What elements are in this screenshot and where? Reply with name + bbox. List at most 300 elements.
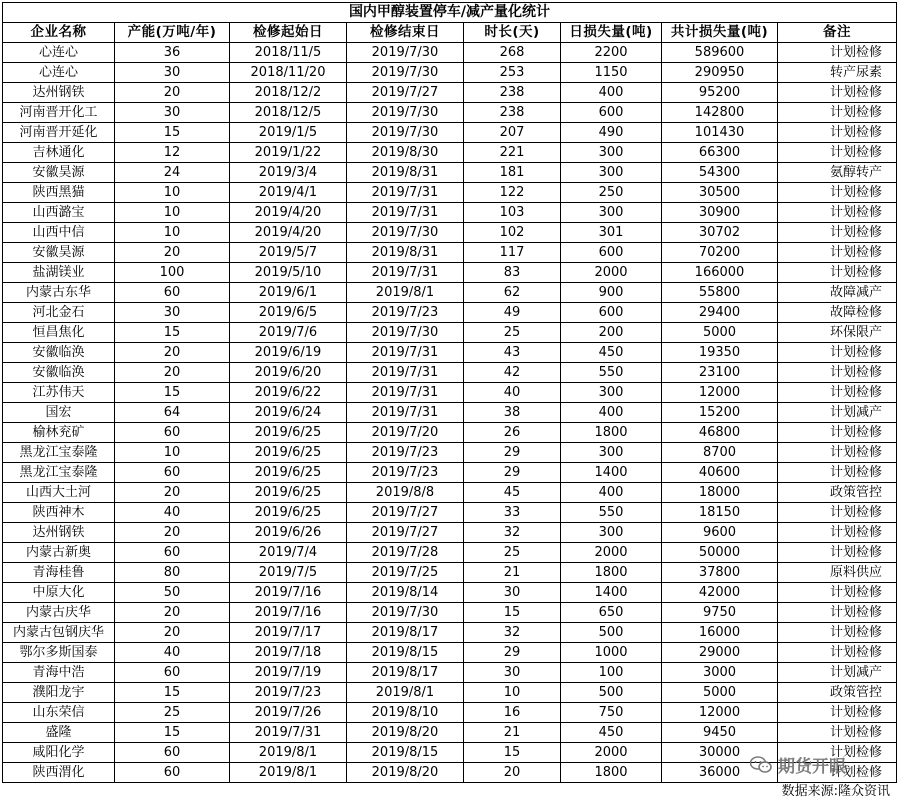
end-date-cell: 2019/7/30 [347,223,464,243]
end-date-cell: 2019/7/23 [347,463,464,483]
table-row [3,183,897,203]
remark-cell: 计划检修 [778,723,897,743]
start-date-cell: 2019/6/20 [230,363,347,383]
company-cell: 榆林兖矿 [3,423,115,443]
duration-cell: 117 [464,243,561,263]
capacity-cell: 20 [115,603,230,623]
remark-cell: 计划检修 [778,623,897,643]
end-date-cell: 2019/7/23 [347,443,464,463]
capacity-cell: 30 [115,103,230,123]
daily-loss-cell: 200 [561,323,662,343]
total-loss-cell: 66300 [662,143,778,163]
table-row [3,403,897,423]
company-cell: 河北金石 [3,303,115,323]
end-date-cell: 2019/7/30 [347,43,464,63]
remark-cell: 计划检修 [778,183,897,203]
daily-loss-cell: 301 [561,223,662,243]
capacity-cell: 24 [115,163,230,183]
duration-cell: 10 [464,683,561,703]
company-cell: 濮阳龙宇 [3,683,115,703]
total-loss-cell: 8700 [662,443,778,463]
capacity-cell: 60 [115,763,230,783]
end-date-cell: 2019/7/31 [347,363,464,383]
total-loss-cell: 50000 [662,543,778,563]
total-loss-cell: 29400 [662,303,778,323]
table-row [3,483,897,503]
daily-loss-cell: 500 [561,683,662,703]
source-note: 数据来源:隆众资讯 [781,784,890,799]
total-loss-cell: 95200 [662,83,778,103]
daily-loss-cell: 1800 [561,763,662,783]
total-loss-cell: 19350 [662,343,778,363]
duration-cell: 40 [464,383,561,403]
table-row [3,163,897,183]
duration-cell: 32 [464,623,561,643]
company-cell: 河南晋开化工 [3,103,115,123]
table-row [3,663,897,683]
start-date-cell: 2019/7/17 [230,623,347,643]
daily-loss-cell: 500 [561,623,662,643]
remark-cell: 计划检修 [778,423,897,443]
remark-cell: 政策管控 [778,483,897,503]
watermark [750,752,846,777]
duration-cell: 20 [464,763,561,783]
duration-cell: 181 [464,163,561,183]
end-date-cell: 2019/7/27 [347,523,464,543]
title-row [3,3,897,23]
start-date-cell: 2018/11/5 [230,43,347,63]
company-cell: 达州钢铁 [3,83,115,103]
company-cell: 青海中浩 [3,663,115,683]
company-cell: 鄂尔多斯国泰 [3,643,115,663]
start-date-cell: 2019/7/18 [230,643,347,663]
total-loss-cell: 42000 [662,583,778,603]
table-row [3,263,897,283]
total-loss-cell: 54300 [662,163,778,183]
company-cell: 山西潞宝 [3,203,115,223]
daily-loss-cell: 300 [561,523,662,543]
end-date-cell: 2019/7/31 [347,263,464,283]
column-header: 共计损失量(吨) [662,23,778,43]
daily-loss-cell: 650 [561,603,662,623]
duration-cell: 21 [464,723,561,743]
company-cell: 江苏伟天 [3,383,115,403]
end-date-cell: 2019/7/28 [347,543,464,563]
start-date-cell: 2019/7/31 [230,723,347,743]
capacity-cell: 20 [115,343,230,363]
end-date-cell: 2019/7/30 [347,603,464,623]
capacity-cell: 60 [115,463,230,483]
daily-loss-cell: 1800 [561,423,662,443]
daily-loss-cell: 600 [561,303,662,323]
table-row [3,723,897,743]
duration-cell: 29 [464,463,561,483]
capacity-cell: 60 [115,283,230,303]
capacity-cell: 15 [115,123,230,143]
table-row [3,703,897,723]
duration-cell: 253 [464,63,561,83]
remark-cell: 计划检修 [778,43,897,63]
capacity-cell: 30 [115,303,230,323]
start-date-cell: 2019/6/25 [230,423,347,443]
company-cell: 心连心 [3,63,115,83]
end-date-cell: 2019/7/30 [347,123,464,143]
end-date-cell: 2019/8/20 [347,723,464,743]
daily-loss-cell: 300 [561,383,662,403]
end-date-cell: 2019/7/30 [347,63,464,83]
duration-cell: 62 [464,283,561,303]
start-date-cell: 2019/6/25 [230,483,347,503]
remark-cell: 计划检修 [778,543,897,563]
remark-cell: 计划检修 [778,123,897,143]
total-loss-cell: 18150 [662,503,778,523]
duration-cell: 42 [464,363,561,383]
remark-cell: 计划减产 [778,663,897,683]
company-cell: 内蒙古包钢庆华 [3,623,115,643]
total-loss-cell: 40600 [662,463,778,483]
table-row [3,583,897,603]
end-date-cell: 2019/8/31 [347,163,464,183]
capacity-cell: 100 [115,263,230,283]
duration-cell: 238 [464,83,561,103]
total-loss-cell: 9450 [662,723,778,743]
remark-cell: 故障检修 [778,303,897,323]
total-loss-cell: 142800 [662,103,778,123]
total-loss-cell: 5000 [662,323,778,343]
daily-loss-cell: 300 [561,143,662,163]
start-date-cell: 2019/3/4 [230,163,347,183]
table-row [3,83,897,103]
start-date-cell: 2019/6/1 [230,283,347,303]
capacity-cell: 12 [115,143,230,163]
total-loss-cell: 166000 [662,263,778,283]
total-loss-cell: 70200 [662,243,778,263]
table-body [3,43,897,783]
table-row [3,503,897,523]
company-cell: 河南晋开延化 [3,123,115,143]
remark-cell: 计划检修 [778,443,897,463]
table-row [3,643,897,663]
total-loss-cell: 16000 [662,623,778,643]
table-row [3,463,897,483]
total-loss-cell: 30702 [662,223,778,243]
daily-loss-cell: 450 [561,723,662,743]
table-row [3,323,897,343]
remark-cell: 计划检修 [778,83,897,103]
end-date-cell: 2019/8/15 [347,643,464,663]
end-date-cell: 2019/8/15 [347,743,464,763]
total-loss-cell: 36000 [662,763,778,783]
start-date-cell: 2019/7/6 [230,323,347,343]
duration-cell: 15 [464,743,561,763]
capacity-cell: 60 [115,543,230,563]
capacity-cell: 20 [115,363,230,383]
capacity-cell: 40 [115,503,230,523]
total-loss-cell: 9750 [662,603,778,623]
total-loss-cell: 37800 [662,563,778,583]
total-loss-cell: 290950 [662,63,778,83]
start-date-cell: 2019/8/1 [230,743,347,763]
duration-cell: 238 [464,103,561,123]
daily-loss-cell: 2000 [561,263,662,283]
end-date-cell: 2019/7/31 [347,403,464,423]
end-date-cell: 2019/7/31 [347,203,464,223]
daily-loss-cell: 550 [561,363,662,383]
company-cell: 陕西渭化 [3,763,115,783]
daily-loss-cell: 250 [561,183,662,203]
duration-cell: 43 [464,343,561,363]
table-row [3,283,897,303]
capacity-cell: 10 [115,223,230,243]
company-cell: 青海桂鲁 [3,563,115,583]
table-row [3,143,897,163]
daily-loss-cell: 490 [561,123,662,143]
remark-cell: 故障减产 [778,283,897,303]
start-date-cell: 2019/6/25 [230,503,347,523]
table-row [3,243,897,263]
company-cell: 黑龙江宝泰隆 [3,463,115,483]
remark-cell: 计划检修 [778,603,897,623]
company-cell: 陕西神木 [3,503,115,523]
duration-cell: 207 [464,123,561,143]
start-date-cell: 2019/7/16 [230,583,347,603]
daily-loss-cell: 300 [561,163,662,183]
company-cell: 安徽临涣 [3,363,115,383]
duration-cell: 221 [464,143,561,163]
remark-cell: 计划检修 [778,583,897,603]
daily-loss-cell: 100 [561,663,662,683]
daily-loss-cell: 300 [561,443,662,463]
table-row [3,103,897,123]
duration-cell: 33 [464,503,561,523]
capacity-cell: 60 [115,663,230,683]
start-date-cell: 2019/6/5 [230,303,347,323]
company-cell: 达州钢铁 [3,523,115,543]
remark-cell: 计划检修 [778,343,897,363]
company-cell: 陕西黑猫 [3,183,115,203]
total-loss-cell: 29000 [662,643,778,663]
company-cell: 黑龙江宝泰隆 [3,443,115,463]
duration-cell: 32 [464,523,561,543]
daily-loss-cell: 400 [561,403,662,423]
end-date-cell: 2019/7/30 [347,323,464,343]
column-header: 备注 [778,23,897,43]
wechat-icon [750,756,772,774]
total-loss-cell: 9600 [662,523,778,543]
table-row [3,123,897,143]
total-loss-cell: 30000 [662,743,778,763]
remark-cell: 计划检修 [778,643,897,663]
total-loss-cell: 30900 [662,203,778,223]
remark-cell: 计划检修 [778,203,897,223]
capacity-cell: 15 [115,383,230,403]
remark-cell: 计划检修 [778,463,897,483]
header-row [3,23,897,43]
start-date-cell: 2018/12/5 [230,103,347,123]
end-date-cell: 2019/8/1 [347,683,464,703]
capacity-cell: 20 [115,243,230,263]
capacity-cell: 80 [115,563,230,583]
start-date-cell: 2019/7/26 [230,703,347,723]
company-cell: 吉林通化 [3,143,115,163]
total-loss-cell: 30500 [662,183,778,203]
daily-loss-cell: 900 [561,283,662,303]
table-row [3,623,897,643]
table-row [3,683,897,703]
company-cell: 盛隆 [3,723,115,743]
daily-loss-cell: 400 [561,83,662,103]
daily-loss-cell: 450 [561,343,662,363]
duration-cell: 16 [464,703,561,723]
start-date-cell: 2019/7/4 [230,543,347,563]
remark-cell: 计划检修 [778,703,897,723]
start-date-cell: 2019/4/20 [230,203,347,223]
remark-cell: 原料供应 [778,563,897,583]
duration-cell: 21 [464,563,561,583]
end-date-cell: 2019/8/31 [347,243,464,263]
end-date-cell: 2019/7/31 [347,343,464,363]
remark-cell: 计划检修 [778,743,897,763]
remark-cell: 计划减产 [778,403,897,423]
capacity-cell: 30 [115,63,230,83]
daily-loss-cell: 550 [561,503,662,523]
capacity-cell: 15 [115,323,230,343]
capacity-cell: 10 [115,443,230,463]
remark-cell: 计划检修 [778,143,897,163]
end-date-cell: 2019/8/20 [347,763,464,783]
column-header: 检修起始日 [230,23,347,43]
start-date-cell: 2019/5/7 [230,243,347,263]
start-date-cell: 2019/5/10 [230,263,347,283]
start-date-cell: 2019/6/25 [230,443,347,463]
daily-loss-cell: 1150 [561,63,662,83]
column-header: 日损失量(吨) [561,23,662,43]
start-date-cell: 2019/4/20 [230,223,347,243]
total-loss-cell: 12000 [662,703,778,723]
capacity-cell: 50 [115,583,230,603]
daily-loss-cell: 600 [561,103,662,123]
table-row [3,563,897,583]
end-date-cell: 2019/8/1 [347,283,464,303]
company-cell: 国宏 [3,403,115,423]
start-date-cell: 2019/6/24 [230,403,347,423]
daily-loss-cell: 2200 [561,43,662,63]
duration-cell: 15 [464,603,561,623]
daily-loss-cell: 300 [561,203,662,223]
end-date-cell: 2019/8/10 [347,703,464,723]
duration-cell: 26 [464,423,561,443]
company-cell: 心连心 [3,43,115,63]
end-date-cell: 2019/8/17 [347,663,464,683]
table-row [3,603,897,623]
end-date-cell: 2019/8/14 [347,583,464,603]
daily-loss-cell: 400 [561,483,662,503]
company-cell: 内蒙古东华 [3,283,115,303]
remark-cell: 计划检修 [778,383,897,403]
company-cell: 咸阳化学 [3,743,115,763]
table-row [3,363,897,383]
remark-cell: 计划检修 [778,763,897,783]
start-date-cell: 2019/6/19 [230,343,347,363]
daily-loss-cell: 600 [561,243,662,263]
end-date-cell: 2019/7/31 [347,183,464,203]
table-row [3,303,897,323]
daily-loss-cell: 2000 [561,743,662,763]
company-cell: 安徽临涣 [3,343,115,363]
watermark-text: 期货开眼 [778,757,846,777]
data-table [2,2,897,783]
column-header: 产能(万吨/年) [115,23,230,43]
start-date-cell: 2019/7/19 [230,663,347,683]
table-row [3,63,897,83]
capacity-cell: 10 [115,183,230,203]
duration-cell: 83 [464,263,561,283]
remark-cell: 计划检修 [778,223,897,243]
table-row [3,343,897,363]
total-loss-cell: 3000 [662,663,778,683]
duration-cell: 122 [464,183,561,203]
remark-cell: 计划检修 [778,503,897,523]
company-cell: 安徽昊源 [3,163,115,183]
remark-cell: 计划检修 [778,243,897,263]
daily-loss-cell: 2000 [561,543,662,563]
start-date-cell: 2019/6/22 [230,383,347,403]
column-header: 企业名称 [3,23,115,43]
end-date-cell: 2019/8/30 [347,143,464,163]
company-cell: 山西中信 [3,223,115,243]
remark-cell: 环保限产 [778,323,897,343]
duration-cell: 29 [464,643,561,663]
start-date-cell: 2019/4/1 [230,183,347,203]
capacity-cell: 40 [115,643,230,663]
daily-loss-cell: 750 [561,703,662,723]
company-cell: 中原大化 [3,583,115,603]
company-cell: 山西大土河 [3,483,115,503]
capacity-cell: 64 [115,403,230,423]
daily-loss-cell: 1000 [561,643,662,663]
capacity-cell: 36 [115,43,230,63]
table-row [3,423,897,443]
company-cell: 内蒙古新奥 [3,543,115,563]
remark-cell: 计划检修 [778,363,897,383]
start-date-cell: 2019/1/22 [230,143,347,163]
total-loss-cell: 12000 [662,383,778,403]
capacity-cell: 15 [115,683,230,703]
duration-cell: 25 [464,543,561,563]
end-date-cell: 2019/7/27 [347,83,464,103]
duration-cell: 103 [464,203,561,223]
capacity-cell: 60 [115,423,230,443]
start-date-cell: 2019/7/23 [230,683,347,703]
capacity-cell: 60 [115,743,230,763]
total-loss-cell: 55800 [662,283,778,303]
end-date-cell: 2019/7/27 [347,503,464,523]
table-title: 国内甲醇装置停车/减产量化统计 [3,3,897,23]
start-date-cell: 2019/7/5 [230,563,347,583]
company-cell: 恒昌焦化 [3,323,115,343]
company-cell: 内蒙古庆华 [3,603,115,623]
daily-loss-cell: 1400 [561,583,662,603]
duration-cell: 268 [464,43,561,63]
end-date-cell: 2019/7/30 [347,103,464,123]
end-date-cell: 2019/8/17 [347,623,464,643]
capacity-cell: 20 [115,523,230,543]
duration-cell: 30 [464,583,561,603]
end-date-cell: 2019/7/31 [347,383,464,403]
remark-cell: 政策管控 [778,683,897,703]
duration-cell: 29 [464,443,561,463]
daily-loss-cell: 1400 [561,463,662,483]
